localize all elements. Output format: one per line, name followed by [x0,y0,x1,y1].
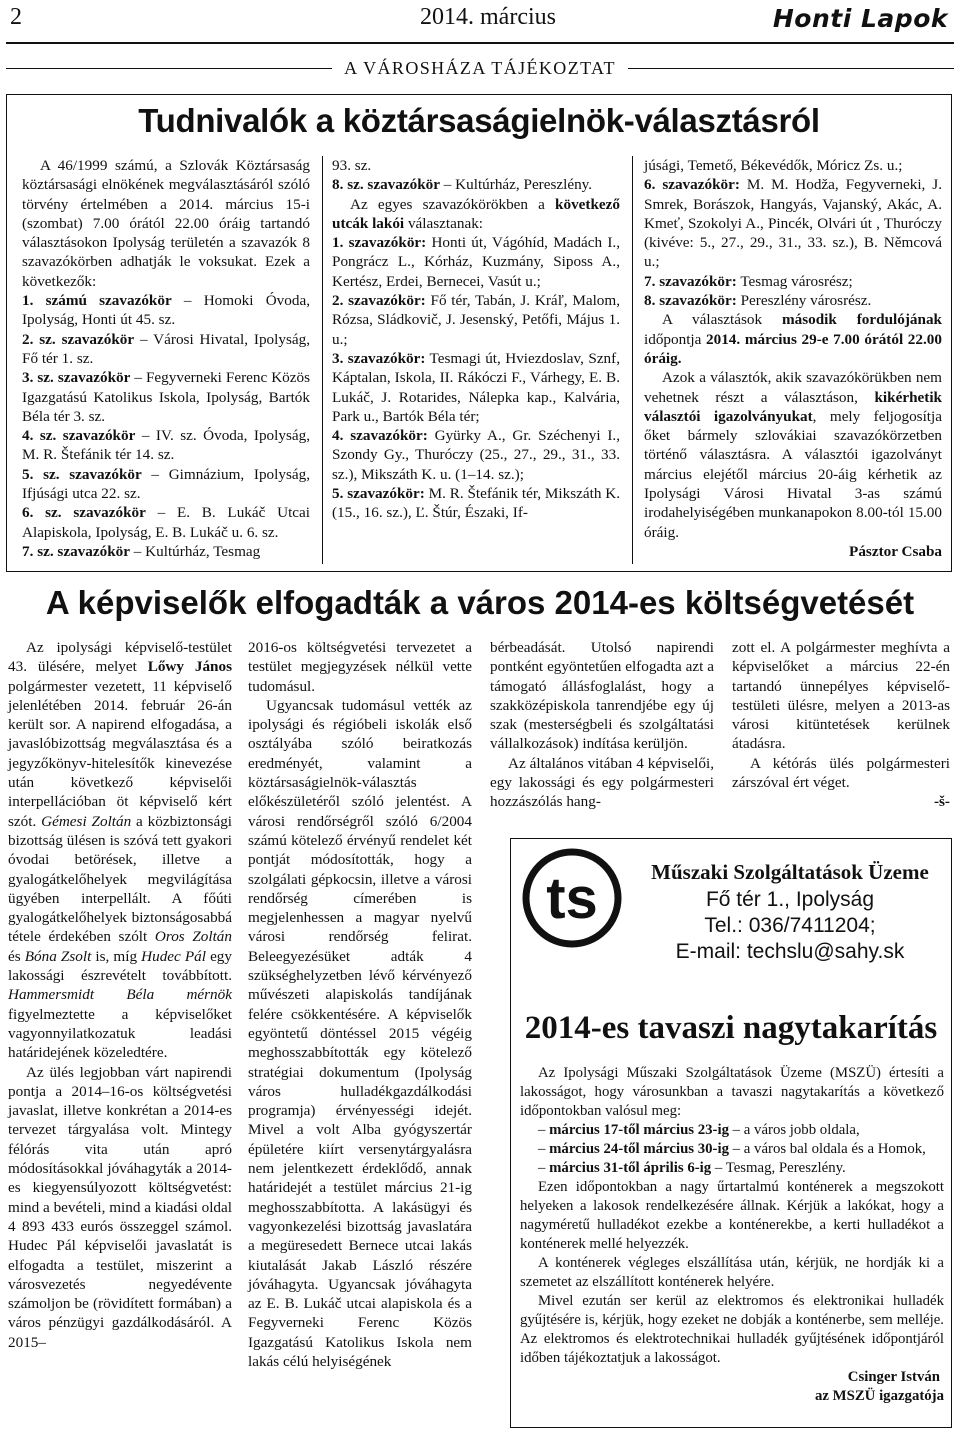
budget-col-3 [490,638,714,812]
budget-col-4 [732,638,950,812]
section-heading [6,52,954,84]
paragraph: Az egyes szavazókörökben a következő utcák lakói választanak: [332,195,620,232]
paragraph: A választások második fordulójának időpontja 2014. március 29-e 7.00 órától 22.00 óráig. [644,311,942,367]
paragraph: 93. sz. [332,157,372,174]
company-address: Fő tér 1., Ipolyság [705,888,875,911]
paragraph: Az általános vitában 4 képviselői, egy lakossági és egy polgármesteri hozzászólás hang- [490,754,714,811]
polling-station: 7. sz. szavazókör – Kultúrház, Tesmag [22,542,261,560]
paragraph: Ugyancsak tudomásul vették az ipolysági és régióbeli iskolák első osztályába szóló beiratkozás eredményét, valamint a köztársaságielnök-választás előkészületéről szóló jelentést. A városi rendőrségről szóló 6/2004 számú kötelező érvényű rendelet két pontját módosították, hogy a szolgálati gépkocsin, illetve a városi rendőrség címerében is megjelenhessen a magyar nyelvű városi rendőrség felirat. Beleegyezésüket adták 4 szükséghelyzetben lévő kérvényező művészeti alapiskolás tandíjának felére csökkentésére. A képviselők egyöntetű döntéssel 2015 végéig meghosszabbították egy kötelező stratégiai dokumentum (Ipolyság város hulladékgazdálkodási programja) érvényességi idejét. Mivel a volt Alba gyógyszertár épületére kiírt versenytárgyalásra nem jelentkezett érdeklődő, annak határidejét a testület március 21-ig meghosszabbította. A lakásügyi és vagyonkezelési bizottság javaslatára a megüresedett Bernece utcai lakás kiutalását Jakab László részére jóváhagyta. Ugyancsak jóváhagyta az E. B. Lukáč utcai alapiskola és a Fegyverneki Ferenc Közös Igazgatású Katolikus Iskola nem lakás célú helyiségének [248,696,472,1370]
paragraph: Az ipolysági képviselő-testület 43. ülésére, melyet Lőwy János polgármester vezetett, 11 képviselő jelenlétében 2014. február 26-án került sor. A napirend elfogadása, a javaslóbizottság megválasztása és a jegyzőkönyv-hitelesítők kinevezése után következő képviselői interpellációban öt képviselő kért szót. Gémesi Zoltán a közbiztonsági bizottság ülésen is szóvá tett gyakori óvodai betörések, illetve a gyalogátkelőhelyek megvilágítása ügyében interpellált. A főúti gyalogátkelőhelyek biztonságosabbá tétele érdekében szólt Oros Zoltán és Bóna Zsolt is, míg Hudec Pál egy lakossági észrevételt továbbított. Hammersmidt Béla mérnök figyelmeztette a képviselőket vagyonnyilatkozatuk leadási határidejének közeledtére. [8,639,233,1062]
schedule-item: – március 17-től március 23-ig – a város jobb oldala, [538,1122,860,1138]
paragraph: Azok a választók, akik szavazókörükben nem vehetnek részt a választáson, kikérhetik választói igazolványukat, mely feljogosítja őket bármely szlovákiai szavazókörzetben történő választásra. A választói igazolványt március elejétől március 20-áig kérhetik az Ipolysági Városi Hivatal 3-as számú irodahelyiségében munkanapokon 8.00-tól 15.00 óráig. [644,369,942,541]
paragraph: zott el. A polgármester meghívta a képviselőket a március 22-én tartandó ünnepélyes képviselő-testületi ülésre, melyen a 2013-as városi kitüntetések kerülnek átadásra. [732,639,950,753]
budget-article-title: A képviselők elfogadták a város 2014-es költségvetését [45,584,915,621]
column-divider [322,156,323,564]
polling-station: 8. sz. szavazókör – Kultúrház, Pereszlény. [332,176,593,194]
polling-station: 2. sz. szavazókör – Városi Hivatal, Ipolyság, Fő tér 1. sz. [22,330,310,367]
issue-date: 2014. március [420,4,556,30]
district-streets: 7. szavazókör: Tesmag városrész; [644,272,853,290]
district-streets: 3. szavazókör: Tesmagi út, Hviezdoslav, Sznf, Káptalan, Iskola, II. Rákóczi F., Várhegy, E. B. Lukáč, J. Rotarides, Nálepka kap., Kalvária, Park u., Bartók Béla tér; [332,349,621,425]
column-divider [632,156,633,564]
cleanup-title: 2014-es tavaszi nagytakarítás [524,1010,938,1046]
newspaper-brand: Honti Lapok [772,4,948,33]
signature-role: az MSZÜ igazgatója [814,1388,944,1404]
page-number: 2 [10,4,22,30]
election-article-title: Tudnivalók a köztársaságielnök-választásról [138,102,820,139]
company-phone: Tel.: 036/7411204; [704,914,876,937]
paragraph: Az ülés legjobban várt napirendi pontja a 2014–16-os költségvetési javaslat, illetve konkrétan a 2014-es tervezet tárgyalása volt. Mintegy félórás vita után apró módosításokkal jóváhagyták a 2014-es kiegyensúlyozott költségvetést: mind a bevételi, mind a kiadási oldal 4 893 433 eurós összeggel számol. Hudec Pál képviselői javaslatát is elfogadta a testület, miszerint a városvezetés negyedévente számoljon be (rövidített formában) a város pénzügyi gazdálkodásáról. A 2015– [8,1063,232,1351]
paragraph: Az Ipolysági Műszaki Szolgáltatások Üzeme (MSZÜ) értesíti a lakosságot, hogy városunkban a tavaszi nagytakarítás a következő időpontokban valósul meg: [520,1065,944,1119]
company-name: Műszaki Szolgáltatások Üzeme [651,860,929,884]
logo-text: ts [546,866,598,931]
paragraph: Ezen időpontokban a nagy űrtartalmú konténerek a megszokott helyeken a lakosok rendelkezésére állnak. Kérjük a lakókat, hogy a nagyméretű hulladékot ezekbe a konténerekbe, a kerti hulladékot a konténerek mellé helyezzék. [520,1179,944,1252]
paragraph: Mivel ezután ser kerül az elektromos és elektronikai hulladék gyűjtésére is, kérjük, hogy ezeket ne dobják a konténerbe, sem melléje. Az elektromos és elektrotechnikai hulladék gyűjtésének időpontjáról időben tájékoztatjuk a lakosságot. [520,1293,944,1366]
budget-col-1 [8,638,232,1352]
header-rule [6,42,954,44]
paragraph: A kétórás ülés polgármesteri zárszóval ért véget. [732,754,950,792]
paragraph: 2016-os költségvetési tervezetet a testület megjegyzések nélkül vette tudomásul. [248,639,472,695]
polling-station: 5. sz. szavazókör – Gimnázium, Ipolyság, Ifjúsági utca 22. sz. [22,465,310,503]
polling-station: 6. sz. szavazókör – E. B. Lukáč Utcai Alapiskola, Ipolyság, E. B. Lukáč u. 6. sz. [22,504,310,541]
section-title: A VÁROSHÁZA TÁJÉKOZTAT [332,58,628,78]
author-signature: -š- [933,793,950,811]
paragraph: júsági, Temető, Békevédők, Móricz Zs. u.; [644,157,903,174]
district-streets: 5. szavazókör: M. R. Štefánik tér, Mikszáth K. (15., 16. sz.), Ľ. Štúr, Északi, If- [332,485,620,522]
company-logo [522,848,622,948]
cleanup-body [520,1064,944,1406]
polling-station: 1. számú szavazókör – Homoki Óvoda, Ipolyság, Honti út 45. sz. [22,292,310,329]
election-col-3 [644,156,942,561]
paragraph: A konténerek végleges elszállítása után, kérjük, ne hordják ki a szemetet az elszállított konténerek helyére. [520,1255,944,1290]
company-email: E-mail: techslu@sahy.sk [675,940,905,963]
schedule-item: – március 24-től március 30-ig – a város bal oldala és a Homok, [538,1141,926,1157]
polling-station: 4. sz. szavazókör – IV. sz. Óvoda, Ipolyság, M. R. Štefánik tér 14. sz. [22,427,311,464]
paragraph: A 46/1999 számú, a Szlovák Köztársaság köztársasági elnökének megválasztásáról szóló törvény értelmében a 2014. március 15-i (szombat) 7.00 órától 22.00 óráig tartandó választásokon Ipolyság területén a szavazók 8 szavazókörben adhatják le voksukat. Ezek a következők: [22,157,310,290]
district-streets: 4. szavazókör: Gyürky A., Gr. Széchenyi I., Szondy Gy., Thuróczy (25., 27., 29., 31., 33. sz.), Mikszáth K. u. (1–14. sz.); [332,427,621,483]
signature-name: Csinger István [847,1369,940,1385]
election-col-2 [332,156,620,523]
schedule-item: – március 31-től április 6-ig – Tesmag, Pereszlény. [538,1160,846,1176]
polling-station: 3. sz. szavazókör – Fegyverneki Ferenc Közös Igazgatású Katolikus Iskola, Ipolyság, Bartók Béla tér 3. sz. [22,369,311,425]
district-streets: 2. szavazókör: Fő tér, Tabán, J. Kráľ, Malom, Rózsa, Sládkovič, J. Jesenský, Petőfi, Május 1. u.; [332,292,620,348]
district-streets: 1. szavazókör: Honti út, Vágóhíd, Madách I., Pongrácz L., Kórház, Kuzmány, Siposs A., Kertész, Erdei, Bernecei, Vasút u.; [332,234,620,290]
district-streets: 6. szavazókör: M. M. Hodža, Fegyverneki, J. Smrek, Borászok, Hangyás, Vajanský, Akác, A. Kmeť, Szokolyi A., Pincék, Olvári út , Thuróczy (kivéve: 5., 27., 29., 31., 33. sz.), B. Němcová u.; [644,176,942,271]
election-col-1 [22,156,310,561]
district-streets: 8. szavazókör: Pereszlény városrész. [644,292,872,310]
author-signature: Pásztor Csaba [849,542,942,560]
budget-col-2 [248,638,472,1371]
paragraph: bérbeadását. Utolsó napirendi pontként egyöntetűen elfogadta azt a támogató állásfoglalást, hogy a szakközépiskola tanrendjébe egy új szak (mesterségbeli és szolgáltatási vállalkozások) indítása kerüljön. [490,639,714,753]
